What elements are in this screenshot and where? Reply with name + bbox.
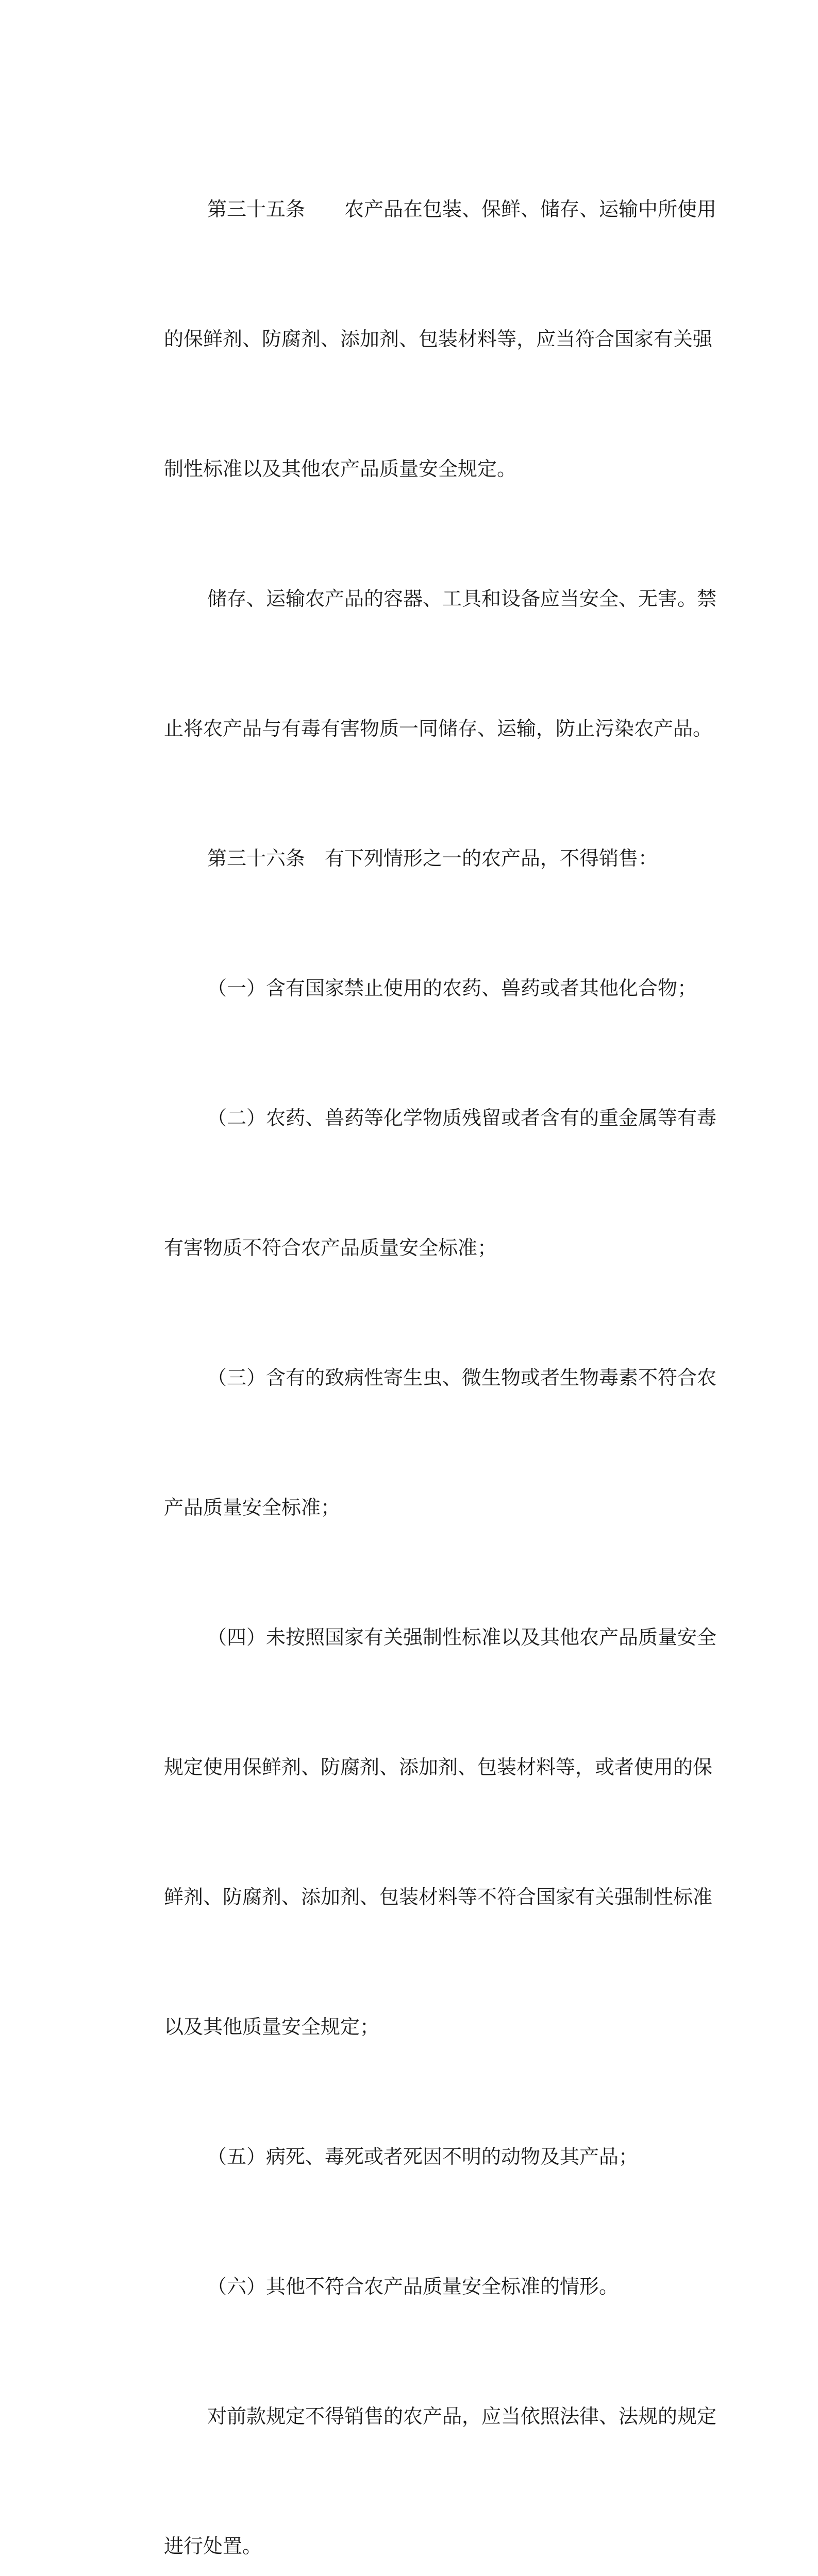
text-line: 制性标准以及其他农产品质量安全规定。 [164,457,517,480]
text-line: 第三十五条 农产品在包装、保鲜、储存、运输中所使用 [207,198,717,221]
text-line: （二）农药、兽药等化学物质残留或者含有的重金属等有毒 [207,1107,717,1129]
text-line: （一）含有国家禁止使用的农药、兽药或者其他化合物； [207,977,697,999]
text-line: 第三十六条 有下列情形之一的农产品，不得销售： [207,847,658,870]
text-line: （四）未按照国家有关强制性标准以及其他农产品质量安全 [207,1626,717,1649]
text-line: 鲜剂、防腐剂、添加剂、包装材料等不符合国家有关强制性标准 [164,1886,713,1908]
text-line: 止将农产品与有毒有害物质一同储存、运输，防止污染农产品。 [164,717,713,740]
text-line: 有害物质不符合农产品质量安全标准； [164,1236,497,1259]
text-line: （六）其他不符合农产品质量安全标准的情形。 [207,2275,619,2298]
text-line: 的保鲜剂、防腐剂、添加剂、包装材料等，应当符合国家有关强 [164,328,713,350]
text-line: 进行处置。 [164,2535,262,2557]
text-line: 产品质量安全标准； [164,1496,341,1519]
text-line: 以及其他质量安全规定； [164,2015,380,2038]
document-page [121,101,717,2576]
text-line: 规定使用保鲜剂、防腐剂、添加剂、包装材料等，或者使用的保 [164,1756,713,1778]
text-line: （五）病死、毒死或者死因不明的动物及其产品； [207,2145,639,2168]
text-line: 储存、运输农产品的容器、工具和设备应当安全、无害。禁 [207,587,717,610]
document-body [121,101,717,2576]
text-line: 对前款规定不得销售的农产品，应当依照法律、法规的规定 [207,2405,717,2428]
text-line: （三）含有的致病性寄生虫、微生物或者生物毒素不符合农 [207,1366,717,1389]
